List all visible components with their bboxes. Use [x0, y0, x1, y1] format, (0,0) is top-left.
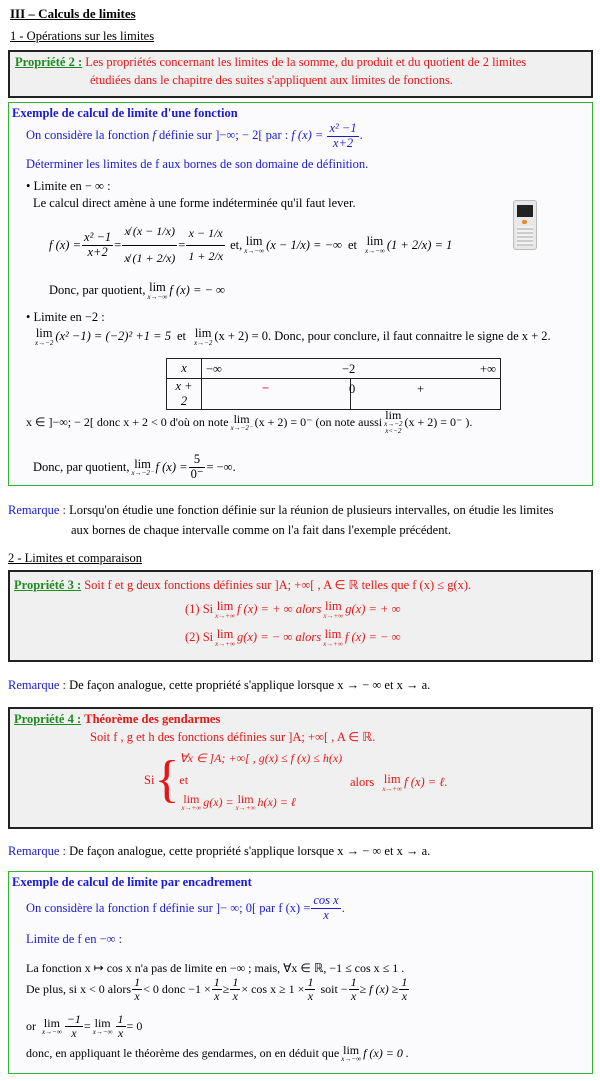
line2-a: De plus, si x < 0 alors	[26, 982, 132, 997]
property-3-box	[8, 570, 593, 662]
lim-sub-6: x→−2⁻	[230, 423, 253, 432]
intro-text-3: par :	[265, 128, 289, 143]
lim-word-p3-1: lim	[216, 599, 234, 613]
lim-operator-p4-3	[382, 773, 402, 793]
conclusion-2-num: 5	[189, 453, 206, 468]
positive-sign: +	[417, 382, 425, 396]
frac-num-m1: −1	[66, 1012, 81, 1026]
eq-frac-2-num: x̸ (x − 1/x)	[122, 219, 177, 245]
example-1-intro	[26, 122, 363, 151]
intro-text: On considère la fonction	[26, 128, 150, 143]
denominator: x+2	[332, 135, 354, 150]
note-text-b: (x + 2) = 0⁻ (on note aussi	[254, 414, 383, 429]
lim-operator-7	[384, 409, 402, 435]
negative-sign: −	[262, 381, 270, 395]
eq-frac-1-num: x² −1	[84, 229, 112, 244]
lim-word-e2-2: lim	[94, 1016, 111, 1031]
frac-1-over-x-7	[116, 1013, 126, 1040]
conclusion-2-fx: f (x) =	[155, 459, 188, 474]
frac-num-2: 1	[213, 975, 220, 989]
lim-operator-6	[231, 413, 253, 432]
calc-equation	[49, 215, 452, 275]
conclusion-1-result: f (x) = − ∞	[169, 283, 225, 298]
lim-sub-p4-1: x→+∞	[181, 803, 202, 812]
remark-3-text: De façon analogue, cette propriété s'applique lorsque x → − ∞ et x → a.	[69, 844, 431, 858]
remark-2	[8, 678, 430, 693]
bullet-limit-minus-2: • Limite en −2 :	[26, 310, 105, 324]
lim-operator-p3-3	[215, 628, 235, 648]
lim-sub-e2-1: x→−∞	[42, 1028, 62, 1037]
example-2-line4	[26, 1044, 409, 1063]
frac-1-over-x-1	[132, 976, 142, 1003]
lim-sub-p3-4: x→+∞	[323, 639, 343, 648]
lim-sub-5: x→−2	[194, 338, 213, 347]
lim-operator-p3-4	[323, 628, 343, 648]
lim-word: lim	[245, 234, 263, 249]
item-1-si: (1) Si	[185, 602, 214, 617]
condition-et: et	[179, 773, 189, 787]
property-2-box	[8, 50, 593, 98]
lim-operator-5	[194, 327, 212, 347]
eq-lhs: f (x) =	[49, 237, 82, 252]
lim-word-p4-2: lim	[237, 791, 254, 806]
conditions-stack	[179, 747, 342, 813]
conclusion-1	[49, 281, 225, 301]
lim-operator-p3-2	[323, 600, 343, 620]
lim-sub-7a: x→−2	[384, 420, 403, 428]
limit-minus-2-line	[33, 327, 551, 347]
lim-operator-4	[35, 327, 53, 347]
frac-1-over-x-5	[349, 976, 359, 1003]
property-3-text: Soit f et g deux fonctions définies sur ]A; +∞[ , A ∈ ℝ telles que f (x) ≤ g(x).	[84, 578, 472, 592]
equals-2: =	[178, 237, 186, 252]
function-name: f	[152, 128, 156, 143]
conclusion-2-result: = −∞.	[206, 459, 236, 474]
frac-num-3: 1	[232, 975, 239, 989]
lim-expr-2: (1 + 2/x) = 1	[386, 237, 453, 252]
lim-word-p3-3: lim	[216, 627, 234, 641]
line3-eq: =	[83, 1019, 91, 1034]
note-line	[26, 409, 472, 435]
property-3-item-2	[185, 628, 401, 648]
lim-operator-3	[148, 281, 168, 301]
property-4-box	[8, 707, 593, 829]
eq-frac-2-den: x̸ (1 + 2/x)	[124, 250, 176, 265]
lim-sub-3: x→−∞	[147, 292, 168, 301]
eq-frac-3-num: x − 1/x	[186, 223, 225, 245]
line2-d: × cos x ≥ 1 ×	[241, 982, 305, 997]
example-1-title: Exemple de calcul de limite d'une fonction	[12, 106, 238, 120]
item-1-result: g(x) = + ∞	[345, 602, 401, 617]
frac-den-2: x	[214, 989, 220, 1004]
eq-frac-1	[82, 231, 113, 260]
section-title: III – Calculs de limites	[10, 6, 136, 21]
et-1: et,	[230, 237, 243, 252]
numerator: x² −1	[329, 121, 357, 135]
frac-num-7: 1	[117, 1012, 124, 1026]
line4-a: donc, en appliquant le théorème des gendarmes, on en déduit que	[26, 1046, 340, 1060]
lim-operator-e2-2	[93, 1017, 113, 1036]
property-2-line2: étudiées dans le chapitre des suites s'appliquent aux limites de fonctions.	[90, 73, 453, 87]
line2-c: ≥	[222, 982, 230, 997]
example-1-task: Déterminer les limites de f aux bornes de son domaine de définition.	[26, 157, 369, 171]
eq-frac-1-den: x+2	[87, 244, 108, 259]
property-2-line1: Les propriétés concernant les limites de la somme, du produit et du quotient de 2 limites	[85, 55, 527, 69]
example-1-box	[8, 102, 593, 486]
lim-word-5: lim	[194, 326, 212, 340]
si-label: Si	[144, 772, 155, 787]
property-4-condition	[144, 747, 342, 813]
lim-word-4: lim	[35, 326, 53, 340]
dot-2: .	[341, 900, 345, 915]
frac-den-m1: x	[71, 1026, 77, 1041]
sign-table-head-x: x	[167, 359, 202, 379]
lim-word-e2-1: lim	[43, 1016, 60, 1031]
conclusion-2-den: 0⁻	[190, 466, 204, 481]
zero-value: 0	[349, 382, 356, 396]
line2-b: < 0 donc −1 ×	[143, 982, 211, 997]
frac-den-5: x	[350, 989, 357, 1004]
lim-operator-p3-1	[215, 600, 235, 620]
lim-word-7: lim	[385, 408, 402, 422]
frac-den-6: x	[401, 989, 408, 1004]
frac-num-1: 1	[134, 975, 141, 989]
lim-operator-2	[365, 235, 385, 255]
frac-1-over-x-4	[305, 976, 315, 1003]
bullet-limit-minus-inf: • Limite en − ∞ :	[26, 179, 111, 193]
lim-word-p3-2: lim	[325, 599, 342, 613]
f-of-x: f (x) =	[291, 128, 324, 143]
example-2-line1: La fonction x ↦ cos x n'a pas de limite en −∞ ; mais, ∀x ∈ ℝ, −1 ≤ cos x ≤ 1 .	[26, 961, 405, 975]
eq-frac-3	[186, 223, 225, 266]
item-2-si: (2) Si	[185, 630, 214, 645]
result-text: f (x) = ℓ.	[404, 775, 448, 790]
lim-operator-e2-3	[341, 1044, 361, 1063]
lim-sub-p4-2: x→+∞	[235, 803, 256, 812]
frac-den-1: x	[134, 989, 140, 1004]
lim-word-2: lim	[366, 234, 384, 249]
equals-1: =	[114, 237, 122, 252]
sign-table-row-x	[167, 359, 501, 379]
line2-f: ≥ f (x) ≥	[359, 982, 399, 997]
domain: ]−∞; − 2[	[215, 128, 263, 143]
example-2-limit-title: Limite de f en −∞ :	[26, 932, 123, 946]
lim-sub-8: x→−2⁻	[131, 469, 154, 477]
lim-operator-p4-2	[236, 793, 256, 812]
frac-num-5: 1	[350, 975, 357, 989]
eq-frac-3-den: 1 + 2/x	[188, 248, 224, 263]
line3-end: = 0	[126, 1019, 143, 1034]
cos-numerator: cos x	[313, 893, 339, 907]
property-3-label: Propriété 3 :	[14, 578, 82, 592]
note-text-a: x ∈ ]−∞; − 2[ donc x + 2 < 0 d'où on note	[26, 414, 229, 429]
conclusion-2	[33, 453, 236, 482]
example-2-title: Exemple de calcul de limite par encadrement	[12, 875, 252, 889]
bullet-1-text: Le calcul direct amène à une forme indéterminée qu'il faut lever.	[33, 196, 356, 210]
minus-two: −2	[342, 362, 356, 376]
lim-word-6: lim	[233, 411, 250, 426]
property-2-label: Propriété 2 :	[15, 55, 83, 69]
frac-den-7: x	[117, 1026, 124, 1041]
line3-or: or	[26, 1019, 36, 1034]
remark-1-line2: aux bornes de chaque intervalle comme on l'a fait dans l'exemple précédent.	[71, 523, 452, 537]
condition-3-a: g(x) =	[203, 795, 234, 809]
item-2-result: f (x) = − ∞	[344, 630, 401, 645]
line2-e: soit −	[320, 982, 348, 997]
conclusion-2-text: Donc, par quotient,	[33, 459, 130, 474]
et-2: et	[347, 237, 357, 252]
lim-word-p4-1: lim	[183, 791, 200, 806]
conclusion-2-frac	[189, 453, 206, 482]
lim-operator-e2-1	[42, 1017, 62, 1036]
property-4-label: Propriété 4 :	[14, 712, 82, 726]
subsection-title-1: 1 - Opérations sur les limites	[10, 29, 155, 43]
frac-den-4: x	[307, 989, 314, 1004]
remark-1-label: Remarque :	[8, 503, 66, 517]
sign-table-values	[202, 359, 501, 379]
lim-sub-7b: x<−2	[385, 427, 402, 435]
frac-1-over-x-2	[212, 976, 222, 1003]
frac-minus-1-over-x	[65, 1013, 83, 1040]
lim-sub-p3-3: x→+∞	[215, 639, 235, 648]
example-2-intro-text: On considère la fonction f définie sur ]− ∞; 0[ par f (x) =	[26, 900, 311, 915]
l2-et: et	[176, 329, 186, 344]
sign-table-signs	[202, 379, 501, 410]
eq-frac-2	[122, 219, 177, 270]
sign-table-row-x-plus-2	[167, 379, 501, 410]
intro-text-2: définie sur	[158, 128, 213, 143]
lim-word-p3-4: lim	[324, 627, 342, 641]
l2-expr-2: (x + 2) = 0. Donc, pour conclure, il faut connaitre le signe de x + 2.	[214, 329, 551, 344]
remark-2-label: Remarque :	[8, 678, 66, 692]
remark-1	[8, 503, 554, 518]
plus-infinity: +∞	[480, 362, 496, 376]
l2-expr-1: (x² −1) = (−2)² +1 = 5	[55, 329, 171, 344]
lim-word-3: lim	[149, 280, 166, 294]
lim-operator-p4-1	[181, 793, 201, 812]
remark-3-label: Remarque :	[8, 844, 66, 858]
item-2-cond: g(x) = − ∞ alors	[236, 630, 322, 645]
lim-word-e2-3: lim	[343, 1043, 360, 1057]
remark-1-line1: Lorsqu'on étudie une fonction définie sur la réunion de plusieurs intervalles, on étudie les limites	[69, 503, 554, 517]
lim-sub-4: x→−2	[35, 338, 54, 347]
note-text-c: (x + 2) = 0⁻ ).	[404, 414, 473, 429]
lim-word-8: lim	[134, 456, 151, 471]
property-3-item-1	[185, 600, 401, 620]
minus-infinity: −∞	[206, 362, 222, 376]
subsection-title-2: 2 - Limites et comparaison	[8, 551, 142, 565]
property-4-text: Soit f , g et h des fonctions définies sur ]A; +∞[ , A ∈ ℝ.	[90, 730, 376, 744]
lim-sub-e2-3: x→−∞	[341, 1055, 362, 1063]
lim-sub-2: x→−∞	[365, 246, 385, 255]
fraction	[327, 122, 358, 151]
sign-table-head-x-plus-2: x + 2	[167, 379, 202, 410]
remark-2-text: De façon analogue, cette propriété s'applique lorsque x → − ∞ et x → a.	[69, 678, 431, 692]
lim-sub-p3-2: x→+∞	[323, 611, 344, 620]
condition-3	[179, 791, 342, 813]
conclusion-1-text: Donc, par quotient,	[49, 283, 146, 298]
lim-operator-8	[132, 458, 154, 478]
lim-word-p4-3: lim	[383, 772, 401, 786]
frac-1-over-x-3	[230, 976, 240, 1003]
cos-denominator: x	[323, 907, 329, 922]
dot: .	[359, 128, 363, 143]
example-2-intro	[26, 894, 345, 923]
frac-num-6: 1	[401, 975, 408, 989]
frac-den-3: x	[232, 989, 238, 1004]
condition-1: ∀x ∈ ]A; +∞[ , g(x) ≤ f (x) ≤ h(x)	[179, 751, 343, 765]
left-brace: {	[154, 751, 180, 808]
frac-1-over-x-6	[399, 976, 409, 1003]
calculator-icon[interactable]	[513, 200, 537, 250]
lim-expr-1: (x − 1/x) = −∞	[266, 237, 342, 252]
alors-label: alors	[350, 775, 375, 790]
lim-operator	[244, 235, 264, 255]
item-1-cond: f (x) = + ∞ alors	[236, 602, 322, 617]
property-4-title: Théorème des gendarmes	[84, 712, 221, 726]
property-4-result	[350, 773, 448, 793]
lim-sub: x→−∞	[244, 246, 265, 255]
cos-fraction	[311, 894, 340, 923]
example-2-line3	[26, 1013, 142, 1040]
condition-3-b: h(x) = ℓ	[257, 795, 296, 809]
lim-sub-p3-1: x→+∞	[215, 611, 235, 620]
line4-b: f (x) = 0 .	[363, 1046, 409, 1060]
sign-table	[166, 358, 501, 410]
lim-sub-p4-3: x→+∞	[382, 784, 403, 793]
lim-sub-e2-2: x→−∞	[92, 1028, 113, 1037]
frac-num-4: 1	[307, 975, 314, 989]
example-2-box	[8, 871, 593, 1074]
remark-3	[8, 844, 430, 859]
example-2-line2	[26, 976, 410, 1003]
